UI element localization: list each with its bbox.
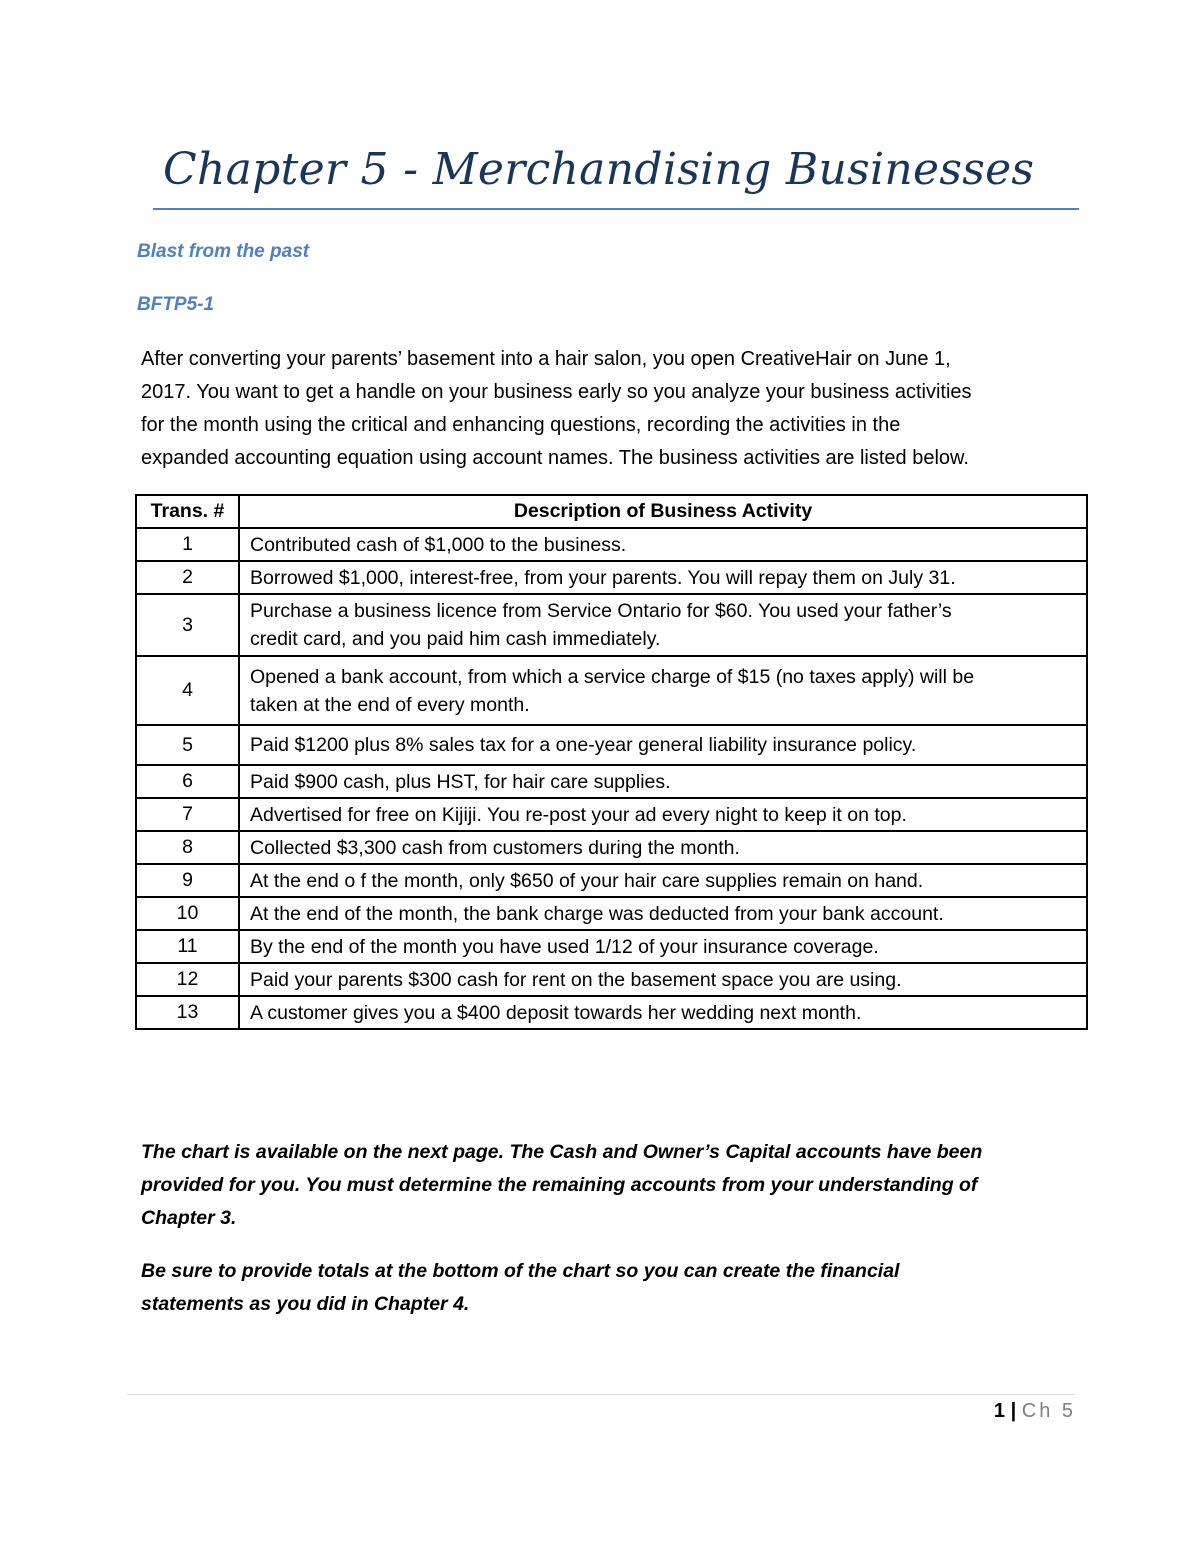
table-row bbox=[136, 656, 1087, 725]
footer-chapter: Ch 5 bbox=[1021, 1400, 1076, 1422]
intro-line: for the month using the critical and enhancing questions, recording the activities in the bbox=[141, 414, 901, 436]
activity-description bbox=[239, 798, 1087, 831]
intro-paragraph bbox=[141, 343, 1041, 475]
activity-description bbox=[239, 765, 1087, 798]
trans-number: 2 bbox=[136, 561, 239, 594]
activity-description bbox=[239, 831, 1087, 864]
table-row bbox=[136, 594, 1087, 656]
note-line: Be sure to provide totals at the bottom of the chart so you can create the financial bbox=[141, 1260, 900, 1282]
activity-description bbox=[239, 897, 1087, 930]
page-footer bbox=[994, 1400, 1076, 1423]
trans-number: 11 bbox=[136, 930, 239, 963]
activity-description bbox=[239, 725, 1087, 765]
description-line: At the end of the month, the bank charge was deducted from your bank account. bbox=[250, 902, 944, 925]
description-line: Borrowed $1,000, interest-free, from your parents. You will repay them on July 31. bbox=[250, 566, 956, 589]
column-header-description: Description of Business Activity bbox=[239, 495, 1087, 528]
activity-description bbox=[239, 930, 1087, 963]
table-row bbox=[136, 963, 1087, 996]
description-line: Advertised for free on Kijiji. You re-post your ad every night to keep it on top. bbox=[250, 803, 907, 826]
table-row bbox=[136, 996, 1087, 1029]
table-row bbox=[136, 930, 1087, 963]
title-underline bbox=[153, 208, 1079, 210]
description-line: Opened a bank account, from which a service charge of $15 (no taxes apply) will be bbox=[250, 665, 975, 688]
description-line: At the end o f the month, only $650 of your hair care supplies remain on hand. bbox=[250, 869, 924, 892]
trans-number: 7 bbox=[136, 798, 239, 831]
table-row bbox=[136, 831, 1087, 864]
table-row bbox=[136, 528, 1087, 561]
trans-number: 10 bbox=[136, 897, 239, 930]
description-line: A customer gives you a $400 deposit towards her wedding next month. bbox=[250, 1001, 862, 1024]
description-line: Purchase a business licence from Service Ontario for $60. You used your father’s bbox=[250, 600, 952, 622]
intro-line: After converting your parents’ basement into a hair salon, you open CreativeHair on June 1, bbox=[141, 348, 951, 370]
footer-divider bbox=[127, 1394, 1075, 1395]
description-line: Collected $3,300 cash from customers during the month. bbox=[250, 836, 740, 859]
activity-description bbox=[239, 864, 1087, 897]
trans-number: 8 bbox=[136, 831, 239, 864]
column-header-trans: Trans. # bbox=[136, 495, 239, 528]
note-line: Chapter 3. bbox=[141, 1207, 237, 1229]
note-line: statements as you did in Chapter 4. bbox=[141, 1293, 470, 1315]
table-row bbox=[136, 897, 1087, 930]
activity-description bbox=[239, 528, 1087, 561]
exercise-label: BFTP5-1 bbox=[137, 294, 215, 315]
table-row bbox=[136, 864, 1087, 897]
trans-number: 12 bbox=[136, 963, 239, 996]
page-title: Chapter 5 - Merchandising Businesses bbox=[163, 144, 1035, 195]
trans-number: 1 bbox=[136, 528, 239, 561]
table-row bbox=[136, 725, 1087, 765]
description-line: Contributed cash of $1,000 to the business. bbox=[250, 533, 627, 556]
trans-number: 3 bbox=[136, 594, 239, 656]
activity-description bbox=[239, 996, 1087, 1029]
instruction-note-totals bbox=[141, 1255, 1061, 1321]
trans-number: 13 bbox=[136, 996, 239, 1029]
activity-description bbox=[239, 561, 1087, 594]
note-line: provided for you. You must determine the remaining accounts from your understanding of bbox=[141, 1174, 978, 1196]
business-activity-table bbox=[135, 494, 1088, 1030]
table-row bbox=[136, 561, 1087, 594]
activity-description bbox=[239, 963, 1087, 996]
activity-description bbox=[239, 656, 1087, 725]
table-header-row bbox=[136, 495, 1087, 528]
note-line: The chart is available on the next page. The Cash and Owner’s Capital accounts have been bbox=[141, 1141, 983, 1163]
table-row bbox=[136, 798, 1087, 831]
instruction-note-chart bbox=[141, 1136, 1061, 1235]
trans-number: 5 bbox=[136, 725, 239, 765]
description-line: Paid $900 cash, plus HST, for hair care supplies. bbox=[250, 770, 671, 793]
intro-line: expanded accounting equation using account names. The business activities are listed below. bbox=[141, 447, 969, 469]
footer-separator: | bbox=[1010, 1400, 1017, 1422]
trans-number: 6 bbox=[136, 765, 239, 798]
description-line: taken at the end of every month. bbox=[250, 693, 530, 716]
description-line: credit card, and you paid him cash immediately. bbox=[250, 628, 661, 650]
trans-number: 9 bbox=[136, 864, 239, 897]
section-label: Blast from the past bbox=[137, 241, 310, 262]
table-row bbox=[136, 765, 1087, 798]
page-number: 1 bbox=[993, 1400, 1006, 1422]
trans-number: 4 bbox=[136, 656, 239, 725]
description-line: Paid $1200 plus 8% sales tax for a one-year general liability insurance policy. bbox=[250, 734, 917, 756]
intro-line: 2017. You want to get a handle on your business early so you analyze your business activities bbox=[141, 381, 972, 403]
activity-description bbox=[239, 594, 1087, 656]
description-line: By the end of the month you have used 1/12 of your insurance coverage. bbox=[250, 935, 879, 958]
description-line: Paid your parents $300 cash for rent on the basement space you are using. bbox=[250, 968, 902, 991]
